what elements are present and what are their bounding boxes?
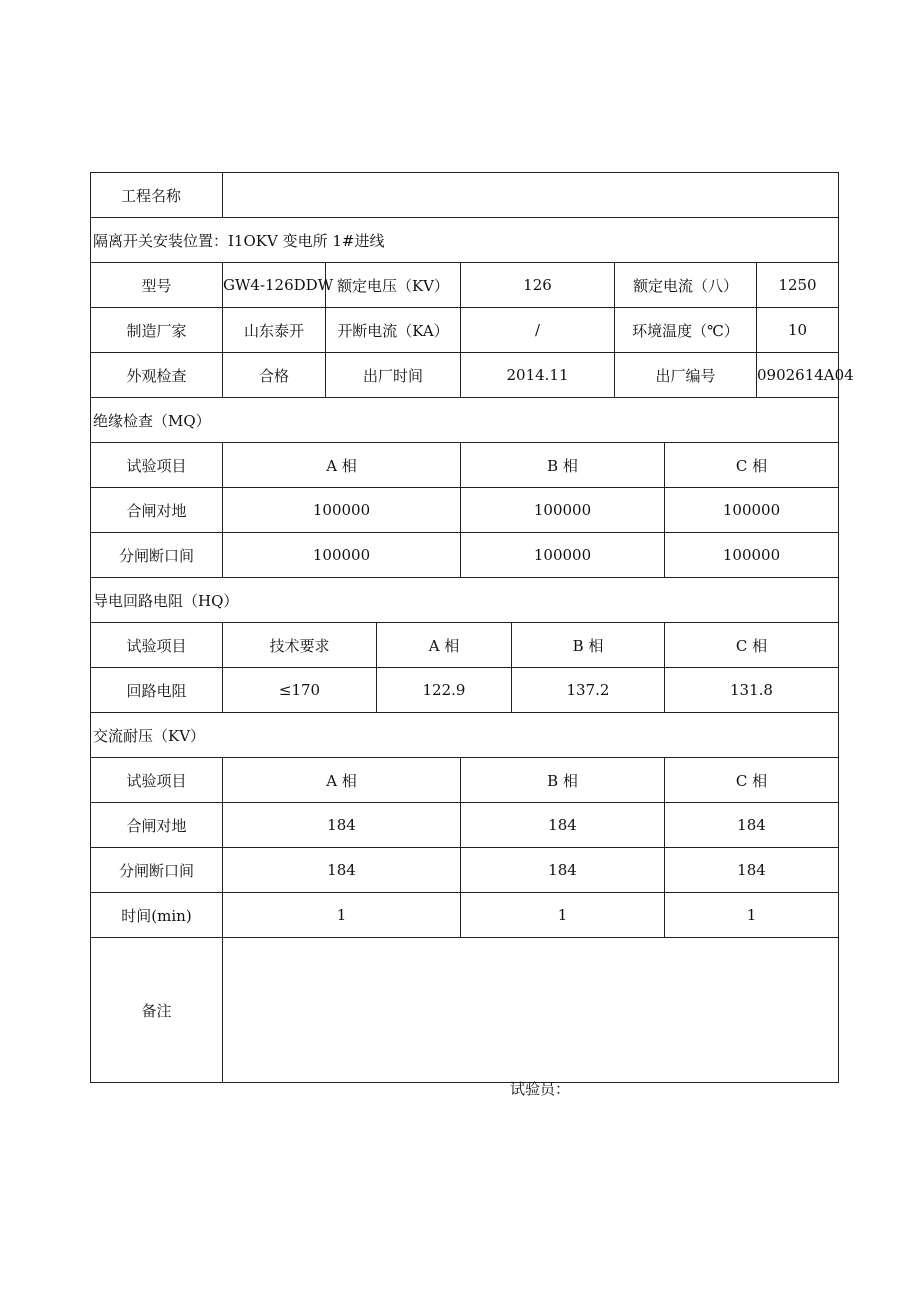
withstand-cell: 1	[223, 893, 461, 938]
install-location: 隔离开关安装位置：I1OKV 变电所 1#进线	[91, 218, 839, 263]
resistance-cell: 131.8	[665, 668, 839, 713]
withstand-cell: 1	[665, 893, 839, 938]
test-report-sheet	[90, 172, 854, 1083]
resistance-requirement: ≤170	[223, 668, 377, 713]
withstand-row-label: 分闸断口间	[91, 848, 223, 893]
resistance-header-item: 试验项目	[91, 623, 223, 668]
remarks-field[interactable]	[223, 938, 839, 1083]
insulation-header-item: 试验项目	[91, 443, 223, 488]
spec-row	[91, 308, 839, 353]
insulation-header-phase-b: B 相	[461, 443, 665, 488]
insulation-title: 绝缘检查（MQ）	[91, 398, 839, 443]
resistance-title: 导电回路电阻（HQ）	[91, 578, 839, 623]
withstand-cell: 184	[665, 848, 839, 893]
resistance-header-phase-a: A 相	[377, 623, 512, 668]
insulation-row-label: 分闸断口间	[91, 533, 223, 578]
spec-rated-current-label: 额定电流（八）	[615, 263, 757, 308]
spec-serial-label: 出厂编号	[615, 353, 757, 398]
resistance-cell: 122.9	[377, 668, 512, 713]
remarks-label: 备注	[91, 938, 223, 1083]
spec-appearance-label: 外观检查	[91, 353, 223, 398]
spec-row	[91, 263, 839, 308]
project-value-field[interactable]	[223, 173, 839, 218]
withstand-header-phase-a: A 相	[223, 758, 461, 803]
spec-breaking-current-value: /	[461, 308, 615, 353]
withstand-title: 交流耐压（KV）	[91, 713, 839, 758]
resistance-header-phase-c: C 相	[665, 623, 839, 668]
table-row	[91, 488, 839, 533]
resistance-cell: 137.2	[512, 668, 665, 713]
resistance-header-requirement: 技术要求	[223, 623, 377, 668]
spec-breaking-current-label: 开断电流（KA）	[326, 308, 461, 353]
spec-factory-date-label: 出厂时间	[326, 353, 461, 398]
resistance-header-row	[91, 623, 839, 668]
spec-factory-date-value: 2014.11	[461, 353, 615, 398]
withstand-header-item: 试验项目	[91, 758, 223, 803]
spec-ambient-temp-label: 环境温度（℃）	[615, 308, 757, 353]
spec-rated-voltage-label: 额定电压（KV）	[326, 263, 461, 308]
insulation-cell: 100000	[461, 533, 665, 578]
spec-manufacturer-value: 山东泰开	[223, 308, 326, 353]
withstand-cell: 184	[665, 803, 839, 848]
spec-appearance-value: 合格	[223, 353, 326, 398]
resistance-row-label: 回路电阻	[91, 668, 223, 713]
section-title-row	[91, 713, 839, 758]
remarks-row	[91, 938, 839, 1083]
spec-row	[91, 353, 839, 398]
insulation-header-phase-a: A 相	[223, 443, 461, 488]
location-row	[91, 218, 839, 263]
insulation-cell: 100000	[665, 488, 839, 533]
withstand-header-row	[91, 758, 839, 803]
resistance-header-phase-b: B 相	[512, 623, 665, 668]
test-report-table	[90, 172, 854, 1083]
insulation-cell: 100000	[223, 533, 461, 578]
spec-rated-voltage-value: 126	[461, 263, 615, 308]
withstand-header-phase-b: B 相	[461, 758, 665, 803]
withstand-header-phase-c: C 相	[665, 758, 839, 803]
withstand-cell: 184	[223, 848, 461, 893]
project-label: 工程名称	[91, 173, 223, 218]
insulation-row-label: 合闸对地	[91, 488, 223, 533]
spec-manufacturer-label: 制造厂家	[91, 308, 223, 353]
withstand-cell: 1	[461, 893, 665, 938]
spec-model-label: 型号	[91, 263, 223, 308]
withstand-cell: 184	[223, 803, 461, 848]
withstand-row-label: 合闸对地	[91, 803, 223, 848]
withstand-cell: 184	[461, 848, 665, 893]
section-title-row	[91, 578, 839, 623]
spec-rated-current-value: 1250	[757, 263, 839, 308]
section-title-row	[91, 398, 839, 443]
insulation-cell: 100000	[461, 488, 665, 533]
spec-serial-value: 0902614A04	[757, 353, 839, 398]
table-row	[91, 848, 839, 893]
insulation-cell: 100000	[665, 533, 839, 578]
insulation-header-phase-c: C 相	[665, 443, 839, 488]
withstand-cell: 184	[461, 803, 665, 848]
tester-signature-label: 试验员：	[510, 1080, 571, 1098]
spec-ambient-temp-value: 10	[757, 308, 839, 353]
project-row	[91, 173, 839, 218]
insulation-cell: 100000	[223, 488, 461, 533]
table-row	[91, 668, 839, 713]
insulation-header-row	[91, 443, 839, 488]
table-row	[91, 803, 839, 848]
table-row	[91, 893, 839, 938]
table-row	[91, 533, 839, 578]
spec-model-value: GW4-126DDW	[223, 263, 326, 308]
withstand-row-label: 时间(min)	[91, 893, 223, 938]
